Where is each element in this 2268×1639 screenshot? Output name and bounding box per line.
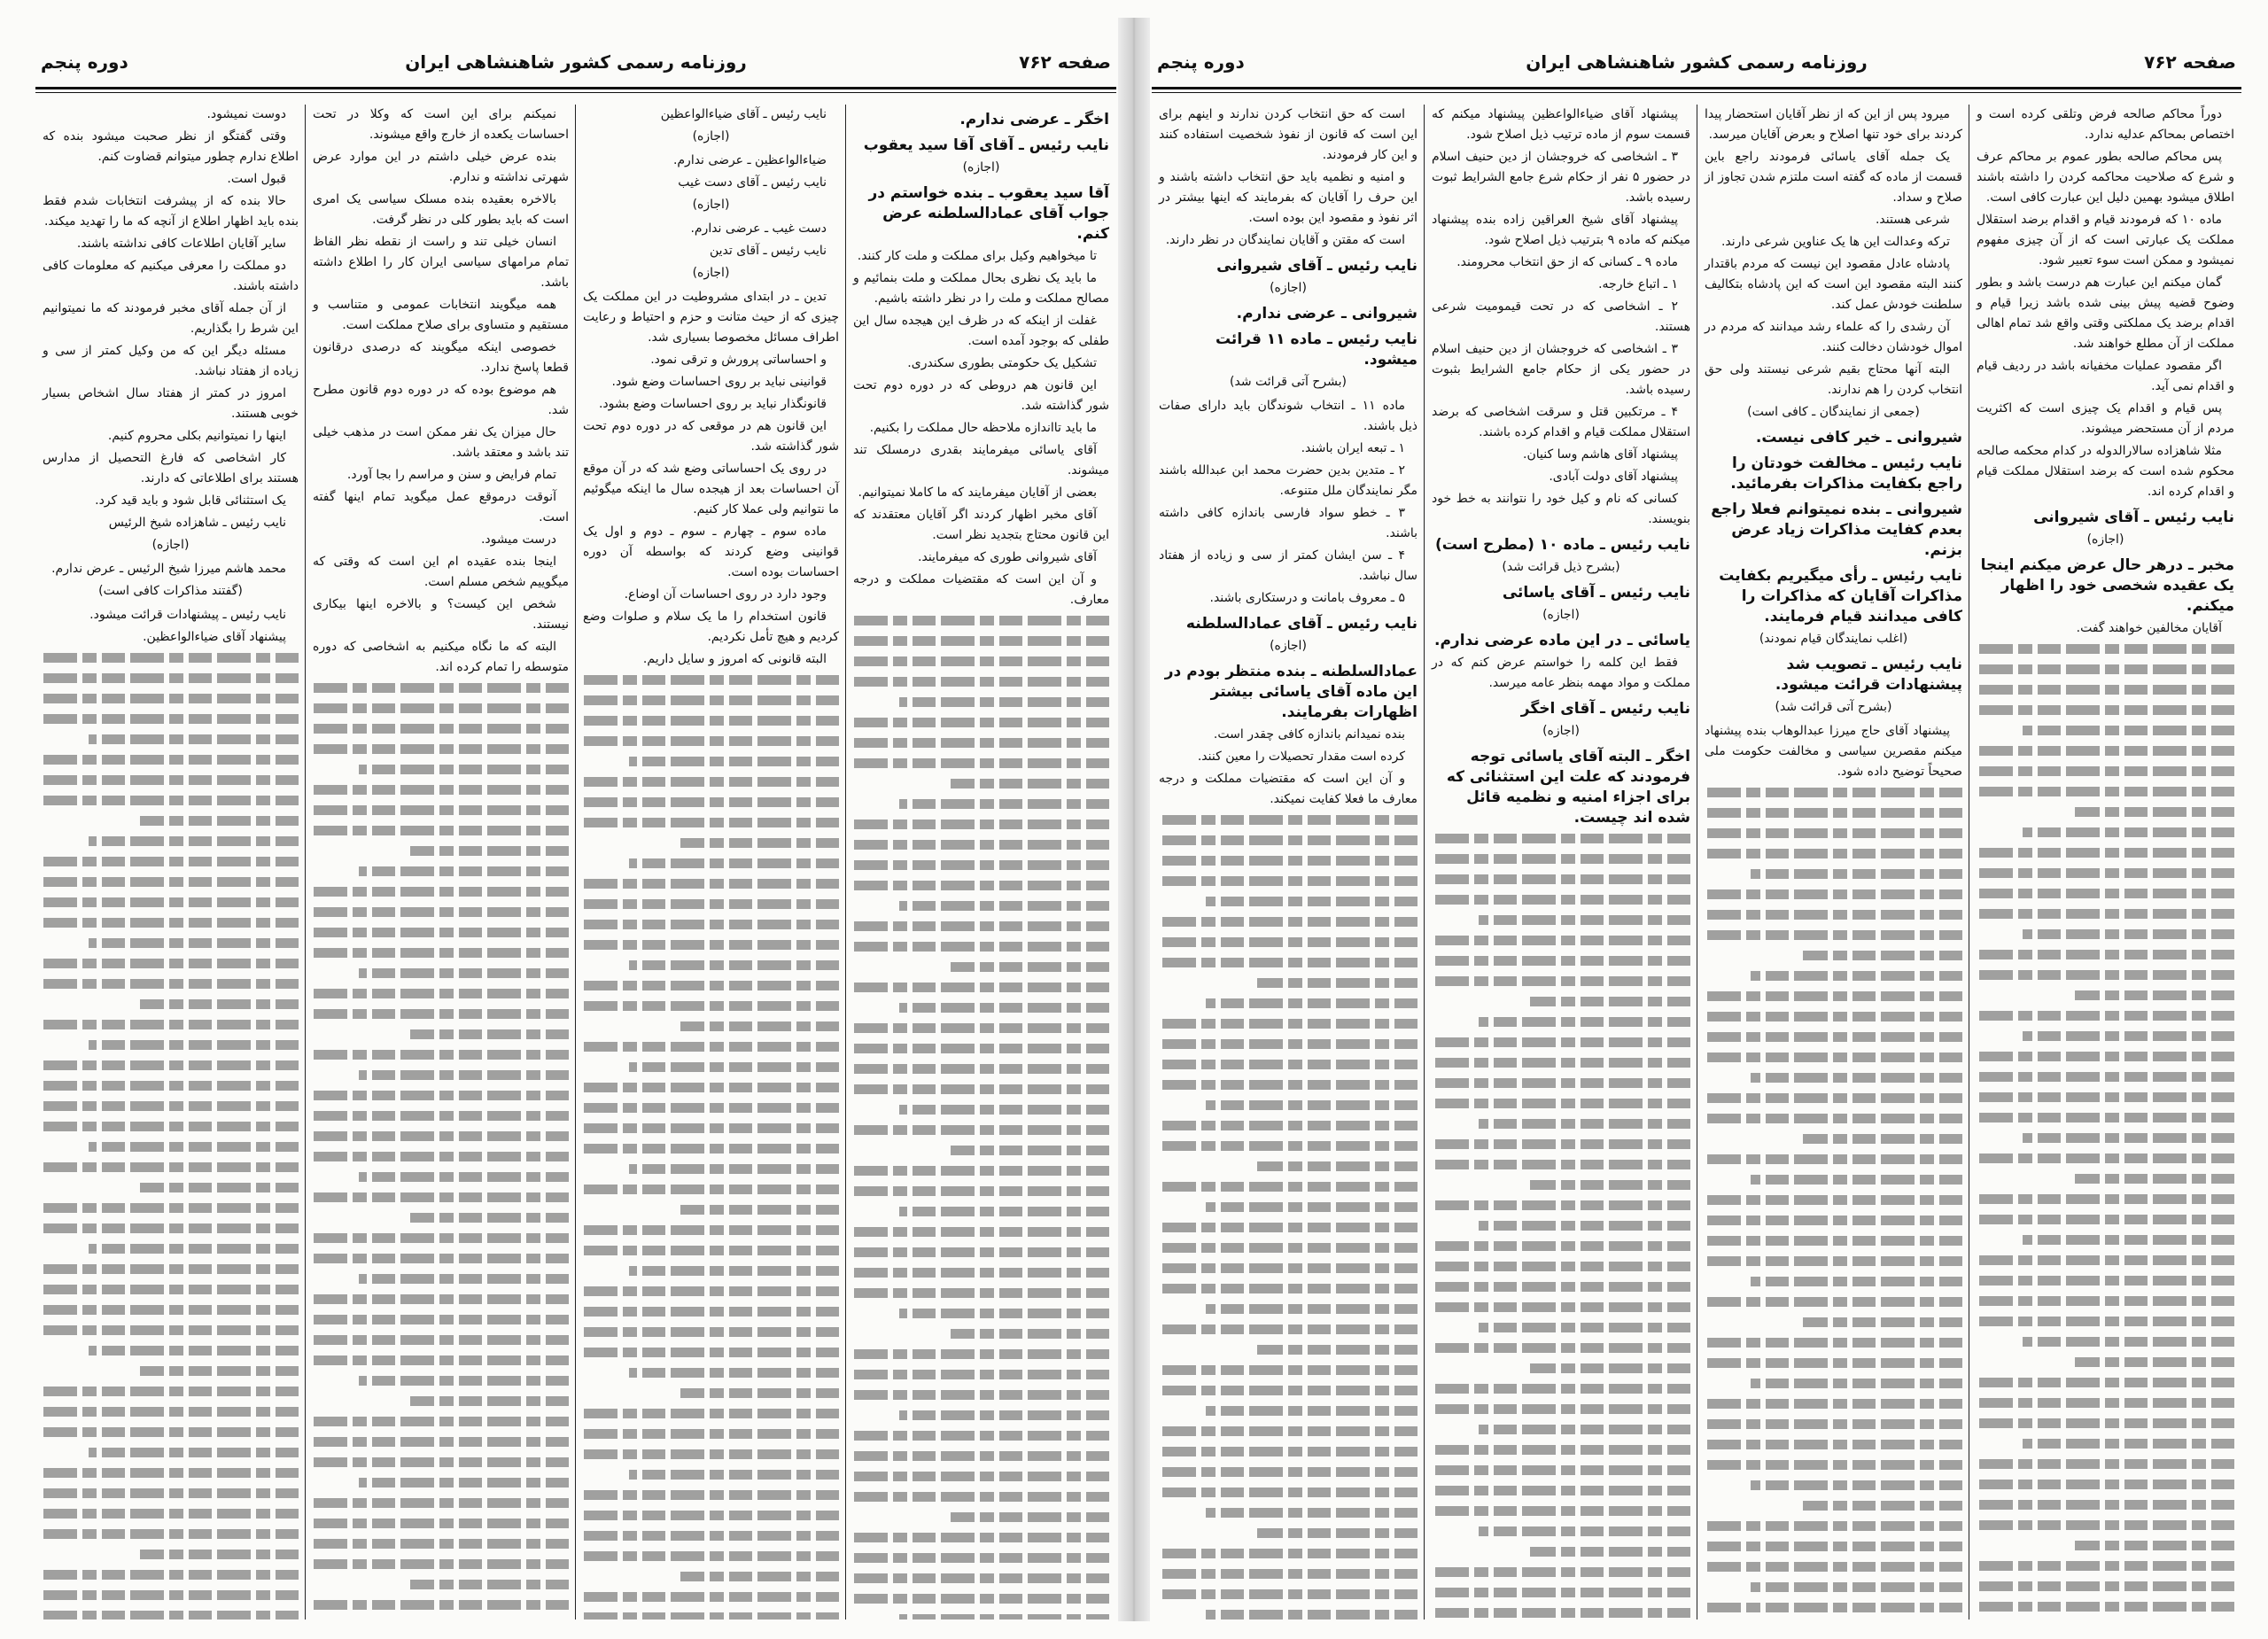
- paragraph: ماده ۹ ـ کسانی که از حق انتخاب محرومند.: [1456, 255, 1678, 269]
- paragraph: پیشنهاد آقای دولت آبادی.: [1549, 470, 1678, 484]
- newsprint-texture: [853, 616, 1109, 1620]
- right-page-header: [1152, 43, 2241, 82]
- paragraph: ۴ ـ مرتکبین قتل و سرقت اشخاصی که برضد استقلال مملکت قیام و اقدام کرده باشند.: [1432, 405, 1690, 439]
- paragraph: تا میخواهیم وکیل برای مملکت و ملت کار کنند.: [857, 249, 1097, 263]
- paragraph: کار اشخاصی که فارغ التحصیل از مدارس هستند برای اطلاعاتی که دارند.: [43, 451, 299, 485]
- paragraph: ۱ ـ اتباع خارجه.: [1598, 277, 1678, 291]
- paragraph: ۲ ـ متدین بدین حضرت محمد ابن عبدالله باشند مگر نمایندگان ملل متنوعه.: [1159, 463, 1418, 498]
- paragraph: یک جمله آقای یاسائی فرمودند راجع باین قسمت از ماده که گفته است ملتزم شدن تجاوز از صلاح و سداد.: [1705, 150, 1962, 205]
- header-rule: [35, 87, 1116, 89]
- column: [1152, 105, 1425, 1620]
- paragraph: دوراً محاکم صالحه فرض وتلقی کرده است و اختصاص بمحاکم عدلیه ندارد.: [1977, 107, 2234, 142]
- paragraph: البته که ما نگاه میکنیم به اشخاصی که دوره متوسطه را تمام کرده اند.: [313, 640, 569, 674]
- column: [35, 105, 306, 1620]
- page-number: صفحه ۷۶۲: [2144, 51, 2236, 73]
- paragraph: تدین ـ در ابتدای مشروطیت در این مملکت یک چیزی که از حیث متانت و حزم و احتیاط و رعایت اطراف مسائل مخصوصا بسیاری شد.: [583, 290, 839, 345]
- paragraph: ما باید یک نظری بحال مملکت و ملت بنمائیم و مصالح مملکت و ملت را در نظر داشته باشیم.: [853, 271, 1109, 306]
- speaker-line: نایب رئیس ـ آقای شیروانی: [1216, 257, 1418, 275]
- newsprint-texture: [1977, 644, 2234, 1620]
- paragraph: بعضی از آقایان میفرمایند که ما کاملا نمیتوانیم.: [858, 485, 1097, 500]
- column: [846, 105, 1116, 1620]
- speaker-line: شیروانی ـ خیر کافی نیست.: [1755, 429, 1962, 447]
- paragraph: این قانون هم دروطی که در دوره دوم تحت شور گذاشته شد.: [853, 378, 1109, 413]
- speaker-line: اخگر ـ عرضی ندارم.: [959, 111, 1109, 128]
- paragraph: و آن این است که مقتضیات مملکت و درجه معارف.: [853, 572, 1109, 607]
- paragraph: پس محاکم صالحه بطور عموم بر محاکم عرف و شرع که صلاحیت محاکمه کردن را داشته باشند اطلاق میشود بهمین دلیل این عبارت کافی است.: [1977, 150, 2234, 205]
- paragraph: کسانی که نام و کیل خود را نتوانند به خط خود بنویسند.: [1432, 492, 1690, 526]
- column: [1969, 105, 2241, 1620]
- speaker-line: یاسائی ـ در این ماده عرضی ندارم.: [1433, 632, 1690, 649]
- column: [576, 105, 846, 1620]
- paragraph: تشکیل یک حکومتی بطوری سکندری.: [907, 356, 1097, 370]
- paragraph: ۲ ـ اشخاصی که در تحت قیمومیت شرعی هستند.: [1432, 299, 1690, 334]
- paragraph: وجود دارد در روی احساسات آن اوضاع.: [624, 587, 827, 602]
- paragraph: ۳ ـ اشخاصی که خروجشان از دین حنیف اسلام در حضور ۵ نفر از حکام شرع جامع الشرایط ثبوت رسیده باشد.: [1432, 150, 1690, 205]
- centered-note: (اغلب نمایندگان قیام نمودند): [1759, 632, 1908, 646]
- paragraph: همه میگویند انتخابات عمومی و متناسب و مستقیم و متساوی برای صلاح مملکت است.: [313, 298, 569, 332]
- centered-note: (اجازه): [692, 129, 730, 144]
- paragraph: اینجا بنده عقیده ام این است که وقتی که میگوییم شخص مسلم است.: [313, 555, 569, 589]
- paragraph: دو مملکت را معرفی میکنیم که معلومات کافی داشته باشند.: [43, 259, 299, 293]
- paragraph: البته قانونی که امروز و سایل داریم.: [642, 652, 827, 666]
- left-page-header: [35, 43, 1116, 82]
- paragraph: پادشاه عادل مقصود این نیست که مردم باقتدار کنند البته مقصود این است که این پادشاه بتکالیف سلطنت خودش عمل کند.: [1705, 257, 1962, 312]
- paragraph: یک استثنائی قابل شود و باید قید کرد.: [95, 493, 286, 508]
- paragraph: پیشنهاد آقای ضیاءالواعظین.: [143, 630, 286, 644]
- paragraph: است که حق انتخاب کردن ندارند و اینهم برای این است که قانون از نفوذ شخصیت استفاده کنند و این کار فرمودند.: [1159, 107, 1418, 162]
- paragraph: بالاخره بعقیده بنده مسلک سیاسی یک امری است که باید بطور کلی در نظر گرفت.: [313, 192, 569, 227]
- centered-note: (اجازه): [692, 198, 730, 212]
- column: [306, 105, 576, 1620]
- centered-note: (اجازه): [1270, 281, 1307, 295]
- newsprint-texture: [1159, 815, 1418, 1620]
- paragraph: انسان خیلی تند و راست از نقطه نظر الفاظ تمام مرامهای سیاسی ایران کار را اطلاع داشته باشد.: [313, 235, 569, 290]
- paragraph: و احساساتی پرورش و ترقی نمود.: [650, 353, 827, 367]
- speaker-line: نایب رئیس ـ ماده ۱۰ (مطرح است): [1434, 536, 1690, 554]
- speaker-line: شیروانی ـ بنده نمیتوانم فعلا راجع بعدم کفایت مذاکرات زیاد عرض بزنم.: [1711, 501, 1962, 559]
- paragraph: خصوصی اینکه میگویند که درصدی درقانون قطعا پاسخ ندارد.: [313, 340, 569, 375]
- speaker-line: نایب رئیس ـ آقای اخگر: [1520, 700, 1690, 718]
- centered-note: (اجازه): [962, 160, 1000, 175]
- paragraph: امروز در کمتر از هفتاد سال اشخاص بسیار خوبی هستند.: [43, 386, 299, 421]
- paragraph: بنده نمیدانم باندازه کافی چقدر است.: [1213, 727, 1405, 742]
- paragraph: اگر مقصود عملیات مخفیانه باشد در ردیف قیام و اقدام نمی آید.: [1977, 359, 2234, 393]
- speaker-line: شیروانی ـ عرضی ندارم.: [1236, 305, 1418, 322]
- paragraph: تمام فرایض و سنن و مراسم را بجا آورد.: [346, 468, 556, 482]
- paragraph: ۳ ـ اشخاصی که خروجشان از دین حنیف اسلام در حضور یکی از حکام جامع الشرایط بثبوت رسیده باشد.: [1432, 342, 1690, 397]
- header-rule-thin: [1152, 92, 2241, 93]
- newsprint-texture: [313, 683, 569, 1620]
- newsprint-texture: [1705, 788, 1962, 1620]
- centered-note: (اجازه): [1542, 724, 1580, 738]
- centered-note: (بشرح آتی قرائت شد): [1775, 700, 1892, 714]
- paragraph: و آن این است که مقتضیات مملکت و درجه معارف ما فعلا کفایت نمیکند.: [1159, 772, 1418, 806]
- centered-note: (گفتند مذاکرات کافی است): [98, 584, 243, 598]
- speaker-line: نایب رئیس ـ تصویب شد پیشنهادات قرائت میشود.: [1775, 656, 1962, 694]
- paragraph: این قانون هم در موقعی که در دوره دوم تحت شور گذاشته شد.: [583, 419, 839, 454]
- paragraph: وقتی گفتگو از نظر صحبت میشود بنده که اطلاع ندارم چطور میتوانم قضاوت کنم.: [43, 129, 299, 164]
- paragraph: شخص این کیست؟ و بالاخره اینها بیکاری نیستند.: [313, 597, 569, 632]
- paragraph: نایب رئیس ـ آقای دست غیب: [678, 175, 827, 190]
- speaker-line: نایب رئیس ـ ماده ۱۱ قرائت میشود.: [1215, 330, 1418, 369]
- paragraph: مسئله دیگر این که من وکیل کمتر از سی و زیاده از هفتاد نباشد.: [43, 344, 299, 378]
- paragraph: پیشنهاد آقای شیخ العراقین زاده بنده پیشنهاد میکنم که ماده ۹ بترتیب ذیل اصلاح شود.: [1432, 213, 1690, 247]
- centered-note: (جمعی از نمایندگان ـ کافی است): [1747, 405, 1920, 419]
- term-label: دوره پنجم: [1157, 51, 1245, 73]
- centered-note: (بشرح آتی قرائت شد): [1230, 375, 1347, 389]
- paragraph: آن رشدی را که علماء رشد میدانند که مردم در اموال خودشان دخالت کنند.: [1705, 320, 1962, 354]
- speaker-line: نایب رئیس ـ آقای یاسائی: [1502, 584, 1690, 602]
- paragraph: ما باید تااندازه ملاحظه حال مملکت را بکنیم.: [869, 421, 1097, 435]
- paragraph: از آن جمله آقای مخبر فرمودند که ما نمیتوانیم این شرط را بگذاریم.: [43, 301, 299, 336]
- speaker-line: نایب رئیس ـ مخالفت خودتان را راجع بکفایت مذاکرات بفرمائید.: [1730, 454, 1962, 493]
- paragraph: قبول است.: [227, 172, 286, 186]
- paragraph: محمد هاشم میرزا شیخ الرئیس ـ عرض ندارم.: [51, 562, 286, 576]
- speaker-line: اخگر ـ البته آقای یاسائی توجه فرمودند که علت این استثنائی که برای اجزاء امنیه و نظمیه قائل شده اند چیست.: [1446, 748, 1690, 827]
- newspaper-title: روزنامه رسمی کشور شاهنشاهی ایران: [405, 51, 747, 73]
- speaker-line: نایب رئیس ـ آقای آقا سید یعقوب: [863, 136, 1109, 154]
- paragraph: پیشنهاد آقای حاج میرزا عبدالوهاب بنده پیشنهاد میکنم مقصرین سیاسی و مخالفت حکومت ملی صحیحاً توضیح داده شود.: [1705, 724, 1962, 779]
- header-rule: [1152, 87, 2241, 89]
- paragraph: آنوقت درموقع عمل میگوید تمام اینها گفته است.: [313, 490, 569, 524]
- paragraph: آقای شیروانی طوری که میفرمایند.: [918, 550, 1097, 564]
- paragraph: قانونگذار نباید بر روی احساسات وضع بشود.: [598, 397, 827, 411]
- paragraph: اینها را نمیتوانیم بکلی محروم کنیم.: [107, 429, 286, 443]
- paragraph: ماده ۱۰ که فرمودند قیام و اقدام برضد استقلال مملکت یک عبارتی است که از آن چیزی مفهوم نمیشود و ممکن است سوء تعبیر شود.: [1977, 213, 2234, 268]
- paragraph: حال میزان یک نفر ممکن است در مذهب خیلی تند باشد و معتقد باشد.: [313, 425, 569, 460]
- paragraph: نایب رئیس ـ شاهزاده شیخ الرئیس: [108, 516, 286, 530]
- paragraph: نایب رئیس ـ پیشنهادات قرائت میشود.: [89, 608, 286, 622]
- paragraph: سایر آقایان اطلاعات کافی نداشته باشند.: [76, 237, 286, 251]
- paragraph: فقط این کلمه را خواستم عرض کنم که در مملکت و مواد مهمه بنظر عامه میرسد.: [1432, 656, 1690, 690]
- speaker-line: آقا سید یعقوب ـ بنده خواستم در جواب آقای عمادالسلطنه عرض کنم.: [868, 184, 1109, 243]
- paragraph: پیشنهاد آقای ضیاءالواعظین پیشنهاد میکنم که قسمت سوم از ماده ترتیب ذیل اصلاح شود.: [1432, 107, 1690, 142]
- paragraph: ماده سوم ـ چهارم ـ سوم ـ دوم و اول یک قوانینی وضع کردند که بواسطه آن دوره احساسات بوده است.: [583, 524, 839, 579]
- book-gutter: [1118, 18, 1150, 1621]
- right-columns: [1152, 105, 2241, 1620]
- paragraph: نمیکنم برای این است که وکلا در تحت احساسات یکعده از خارج واقع میشوند.: [313, 107, 569, 142]
- paragraph: در روی یک احساساتی وضع شد که در آن موقع آن احساسات بعد از هیجده سال ما اینکه میگوئیم ما نتوانیم ولی عملا کار کنیم.: [583, 462, 839, 517]
- speaker-line: نایب رئیس ـ آقای شیروانی: [2033, 509, 2234, 526]
- paragraph: هم موضوع بوده که در دوره دوم قانون مطرح شد.: [313, 383, 569, 417]
- newsprint-texture: [583, 675, 839, 1620]
- centered-note: (اجازه): [692, 266, 730, 280]
- paragraph: آقای یاسائی میفرمایند بقدری درمسلک تند میشوند.: [853, 443, 1109, 478]
- paragraph: ماده ۱۱ ـ انتخاب شوندگان باید دارای صفات ذیل باشند.: [1159, 399, 1418, 433]
- centered-note: (اجازه): [2086, 532, 2124, 547]
- centered-note: (اجازه): [1270, 639, 1307, 653]
- newspaper-title: روزنامه رسمی کشور شاهنشاهی ایران: [1526, 51, 1868, 73]
- centered-note: (بشرح ذیل قرائت شد): [1502, 560, 1620, 574]
- paragraph: ۳ ـ خطو سواد فارسی باندازه کافی داشته باشند.: [1159, 506, 1418, 540]
- paragraph: غفلت از اینکه که در ظرف این هیجده سال این طفلی که بوجود آمده است.: [853, 314, 1109, 348]
- paragraph: حالا بنده که از پیشرفت انتخابات شدم فقط بنده باید اظهار اطلاع از آنچه که ما را تهدید میکند.: [43, 194, 299, 229]
- centered-note: (اجازه): [1542, 608, 1580, 622]
- newsprint-texture: [43, 653, 299, 1620]
- paragraph: پیشنهاد آقای هاشم وسا کنیان.: [1523, 447, 1678, 462]
- paragraph: ۴ ـ سن ایشان کمتر از سی و زیاده از هفتاد سال نباشد.: [1159, 548, 1418, 583]
- speaker-line: مخبر ـ درهر حال عرض میکنم اینجا یک عقیده شخصی خود را اظهار میکنم.: [1980, 556, 2234, 615]
- paragraph: گمان میکنم این عبارت هم درست باشد و بطور وضوح قضیه پیش بینی شده باشد زیرا قیام و اقدام برضد یک مملکتی وقتی واقع شد تمام اهالی مملکت از آن مطلع خواهند شد.: [1977, 276, 2234, 351]
- paragraph: پس قیام و اقدام یک چیزی است که اکثریت مردم از آن مستحضر میشوند.: [1977, 401, 2234, 436]
- paragraph: دوست نمیشود.: [206, 107, 286, 121]
- left-page: [35, 43, 1116, 1620]
- speaker-line: نایب رئیس ـ رأی میگیریم بکفایت مذاکرات آقایان که مذاکرات را کافی میدانند قیام فرمایند.: [1719, 567, 1962, 625]
- left-columns: [35, 105, 1116, 1620]
- column: [1697, 105, 1969, 1620]
- paragraph: میرود پس از این که از نظر آقایان استحضار پیدا کردند برای خود تنها اصلاح و بعرض آقایان میرسد.: [1705, 107, 1962, 142]
- right-page: [1152, 43, 2241, 1620]
- centered-note: (اجازه): [151, 538, 190, 552]
- paragraph: ترکه وعدالت این ها یک عناوین شرعی دارند.: [1720, 235, 1950, 249]
- paragraph: کرده است مقدار تحصیلات را معین کنند.: [1197, 750, 1405, 764]
- paragraph: دست غیب ـ عرضی ندارم.: [690, 221, 827, 236]
- paragraph: ۱ ـ تبعه ایران باشند.: [1301, 441, 1405, 455]
- speaker-line: نایب رئیس ـ آقای عمادالسلطنه: [1185, 615, 1418, 633]
- paragraph: نایب رئیس ـ آقای تدین: [709, 244, 827, 258]
- paragraph: بنده عرض خیلی داشتم در این موارد عرض شهرتی نداشته و ندارم.: [313, 150, 569, 184]
- speaker-line: عمادالسلطنه ـ بنده منتظر بودم در این ماده آقای یاسائی بیشتر اظهارات بفرمایند.: [1164, 663, 1418, 721]
- paragraph: آقای مخبر اظهار کردند اگر آقایان معتقدند که این قانون محتاج بتجدید نظر است.: [853, 508, 1109, 542]
- newsprint-texture: [1432, 834, 1690, 1620]
- header-rule-thin: [35, 92, 1116, 93]
- page-number: صفحه ۷۶۲: [1019, 51, 1111, 73]
- paragraph: است که مقتن و آقایان نمایندگان در نظر دارند.: [1165, 233, 1405, 247]
- term-label: دوره پنجم: [41, 51, 128, 73]
- paragraph: البته آنها محتاج بقیم شرعی نیستند ولی حق انتخاب کردن را هم ندارند.: [1705, 362, 1962, 397]
- paragraph: ۵ ـ معروف بامانت و درستکاری باشند.: [1209, 591, 1405, 605]
- paragraph: نایب رئیس ـ آقای ضیاءالواعظین: [660, 107, 827, 121]
- paragraph: ضیاءالواعظین ـ عرضی ندارم.: [672, 153, 827, 167]
- paragraph: مثلا شاهزاده سالارالدوله در کدام محکمه صالحه محکوم شده است که برضد استقلال مملکت قیام و اقدام کرده اند.: [1977, 444, 2234, 499]
- paragraph: شرعی هستند.: [1875, 213, 1950, 227]
- paragraph: آقایان مخالفین خواهند گفت.: [2076, 621, 2222, 635]
- paragraph: قانون استخدام را ما یک سلام و صلوات وضع کردیم و هیچ تأمل نکردیم.: [583, 610, 839, 644]
- paragraph: درست میشود.: [480, 532, 556, 547]
- paragraph: قوانینی نباید بر روی احساسات وضع شود.: [611, 375, 827, 389]
- column: [1425, 105, 1697, 1620]
- paragraph: و امنیه و نظمیه باید حق انتخاب داشته باشند و این حرف را آقایان که بفرمایند که اینها بیشتر در اثر نفوذ و مقصود این بوده است.: [1159, 170, 1418, 225]
